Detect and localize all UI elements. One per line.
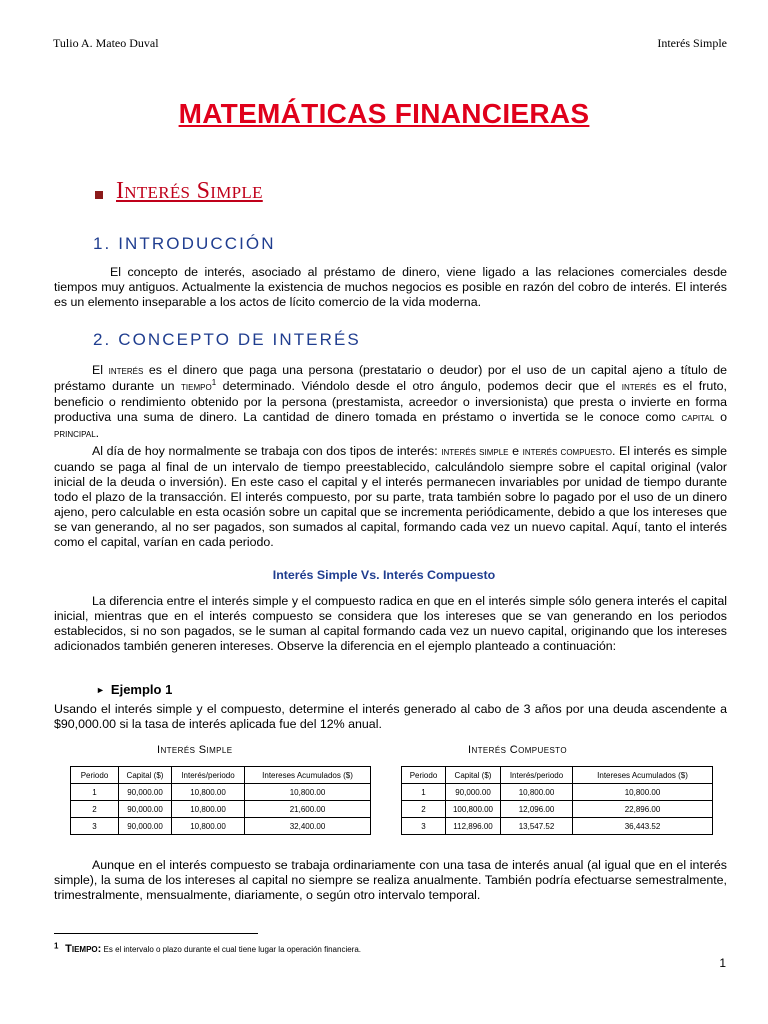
table-cell: 3 xyxy=(402,818,446,835)
table-simple-caption: Interés Simple xyxy=(157,744,233,756)
table-row xyxy=(402,818,713,835)
table-cell: 10,800.00 xyxy=(172,784,245,801)
table-cell: 100,800.00 xyxy=(446,801,501,818)
footnote: $^1$ Tiempo: Es el intervalo o plazo durante el cual tiene lugar la operación financiera. xyxy=(54,941,362,955)
table-row xyxy=(71,818,371,835)
table-cell: 1 xyxy=(71,784,119,801)
document-title: MATEMÁTICAS FINANCIERAS xyxy=(178,98,590,129)
table-row xyxy=(402,784,713,801)
table-interes-compuesto xyxy=(401,766,713,835)
footnote-label: Tiempo: xyxy=(65,943,102,955)
paragraph-tipos-interes: Al día de hoy normalmente se trabaja con dos tipos de interés: interés simple e interés compuesto. El interés es simple cuando se paga al final de un intervalo de tiempo preestablecido, calculándolo siempre sobre el capital original (valor inicial de la deuda o inversión). En este caso el capital y el interés permanecen invariables por unidad de tiempo durante todo el plazo de la transacción. El interés compuesto, por su parte, trata también sobre lo pagado por el uso de un dinero ajeno, pero calculable en esta ocasión sobre un capital que se incrementa periódicamente, debido a que los intereses que se van generando, al no ser pagados, son sumados al capital, formando cada vez un nuevo capital. Aquí, tanto el interés como el capital, varían en cada periodo. xyxy=(54,444,728,549)
table-header-row xyxy=(71,767,371,784)
table-cell: 90,000.00 xyxy=(446,784,501,801)
table-header-cell: Periodo xyxy=(402,767,446,784)
term-capital: capital xyxy=(681,412,715,424)
table-row xyxy=(71,801,371,818)
table-cell: 3 xyxy=(71,818,119,835)
table-cell: 22,896.00 xyxy=(573,801,713,818)
table-header-row xyxy=(402,767,713,784)
section-title: Interés Simple xyxy=(116,178,263,204)
table-cell: 12,096.00 xyxy=(501,801,573,818)
table-cell: 36,443.52 xyxy=(573,818,713,835)
example-text: Usando el interés simple y el compuesto, determine el interés generado al cabo de 3 años por una deuda ascendente a $90,000.00 si la tasa de interés aplicada fue del 12% anual. xyxy=(54,702,727,731)
table-header-cell: Intereses Acumulados ($) xyxy=(245,767,371,784)
table-cell: 10,800.00 xyxy=(501,784,573,801)
footnote-separator xyxy=(54,933,258,934)
table-header-cell: Capital ($) xyxy=(446,767,501,784)
header-topic: Interés Simple xyxy=(657,36,727,50)
triangle-bullet-icon: ► xyxy=(96,684,105,695)
table-row xyxy=(71,784,371,801)
heading-concepto: 2. CONCEPTO DE INTERÉS xyxy=(93,330,361,349)
table-interes-simple xyxy=(70,766,371,835)
table-header-cell: Intereses Acumulados ($) xyxy=(573,767,713,784)
header-author: Tulio A. Mateo Duval xyxy=(53,36,159,50)
paragraph-introduccion: El concepto de interés, asociado al préstamo de dinero, viene ligado a las relaciones comerciales desde tiempos muy antiguos. Actualmente la existencia de muchos negocios es posible en razón del cobro de interés. El interés es un elemento inseparable a los actos de lícito comercio de la vida moderna. xyxy=(54,265,727,309)
table-cell: 90,000.00 xyxy=(119,818,172,835)
term-interes-simple: interés simple xyxy=(441,446,509,458)
table-cell: 10,800.00 xyxy=(172,801,245,818)
table-header-cell: Interés/periodo xyxy=(172,767,245,784)
table-cell: 13,547.52 xyxy=(501,818,573,835)
table-cell: 2 xyxy=(402,801,446,818)
table-row xyxy=(402,801,713,818)
table-cell: 1 xyxy=(402,784,446,801)
term-interes: interés xyxy=(108,365,144,377)
square-bullet-icon xyxy=(95,191,103,199)
table-cell: 10,800.00 xyxy=(172,818,245,835)
page-number: 1 xyxy=(719,956,726,970)
heading-introduccion: 1. INTRODUCCIÓN xyxy=(93,234,276,253)
example-label: Ejemplo 1 xyxy=(110,682,173,697)
term-tiempo: tiempo xyxy=(181,381,212,393)
table-cell: 10,800.00 xyxy=(573,784,713,801)
subheading-simple-vs-compuesto: Interés Simple Vs. Interés Compuesto xyxy=(272,568,496,582)
term-interes: interés xyxy=(621,381,657,393)
table-header-cell: Periodo xyxy=(71,767,119,784)
table-cell: 112,896.00 xyxy=(446,818,501,835)
table-compound-caption: Interés Compuesto xyxy=(468,744,567,756)
table-cell: 10,800.00 xyxy=(245,784,371,801)
paragraph-concepto: El interés es el dinero que paga una persona (prestatario o deudor) por el uso de un capital ajeno a título de préstamo durante un tiempo$^1$ determinado. Viéndolo desde el otro ángulo, podemos decir que el interés es el fruto, beneficio o rendimiento obtenido por la persona (prestamista, acreedor o inversionista) que presta o invierte en forma productiva una suma de dinero. La cantidad de dinero tomada en préstamo o invertida se le conoce como capital o principal. xyxy=(54,363,727,440)
term-interes-compuesto: interés compuesto xyxy=(522,446,612,458)
section-heading xyxy=(95,178,263,205)
table-cell: 90,000.00 xyxy=(119,801,172,818)
table-header-cell: Interés/periodo xyxy=(501,767,573,784)
paragraph-periodicidad: Aunque en el interés compuesto se trabaja ordinariamente con una tasa de interés anual (al igual que en el interés simple), la suma de los intereses al capital no siempre se realiza anualmente. También podría efectuarse semestralmente, trimestralmente, mensualmente, diariamente, o según otro intervalo temporal. xyxy=(54,858,727,902)
table-cell: 21,600.00 xyxy=(245,801,371,818)
term-principal: principal xyxy=(54,428,96,440)
example-heading xyxy=(96,682,172,697)
paragraph-diferencia: La diferencia entre el interés simple y el compuesto radica en que en el interés simple sólo genera interés el capital inicial, mientras que en el interés compuesto se considera que los intereses que se van generando en los periodos establecidos, si no son pagados, se le suman al capital formando cada vez un nuevo capital, originando que los intereses adicionados también generen intereses. Observe la diferencia en el ejemplo planteado a continuación: xyxy=(54,594,727,653)
table-cell: 90,000.00 xyxy=(119,784,172,801)
table-cell: 2 xyxy=(71,801,119,818)
footnote-text: Es el intervalo o plazo durante el cual tiene lugar la operación financiera. xyxy=(101,945,362,954)
footnote-ref: 1 xyxy=(211,377,217,387)
table-header-cell: Capital ($) xyxy=(119,767,172,784)
table-cell: 32,400.00 xyxy=(245,818,371,835)
